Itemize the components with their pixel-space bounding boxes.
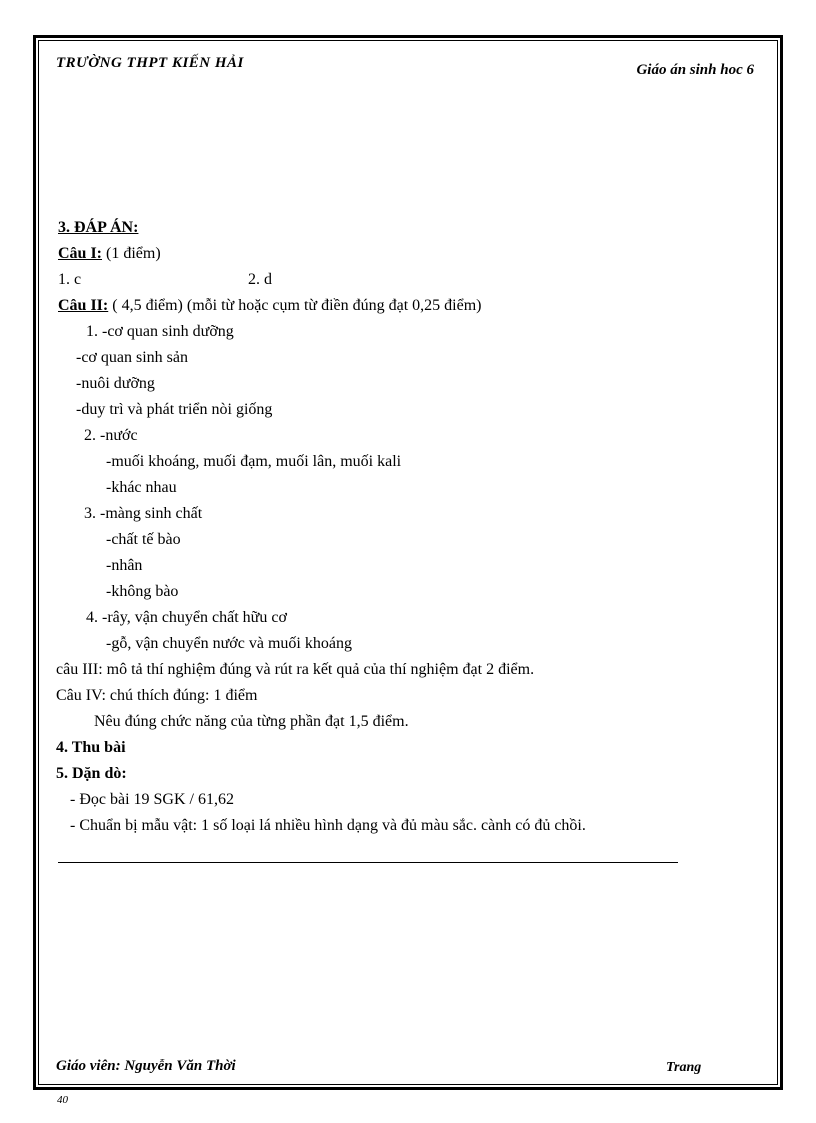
separator-line bbox=[58, 862, 678, 863]
cau2-item: 1. -cơ quan sinh dưỡng bbox=[86, 323, 234, 340]
cau2-line bbox=[58, 296, 482, 316]
cau2-item: -muối khoáng, muối đạm, muối lân, muối kali bbox=[106, 453, 402, 470]
cau2-item: 3. -màng sinh chất bbox=[84, 505, 203, 522]
subject-title: Giáo án sinh hoc 6 bbox=[636, 62, 754, 78]
homework-item: - Chuẩn bị mẫu vật: 1 số loại lá nhiều hình dạng và đủ màu sắc. cành có đủ chồi. bbox=[70, 817, 586, 834]
cau2-item: 4. -rây, vận chuyển chất hữu cơ bbox=[86, 609, 287, 626]
cau2-item: -cơ quan sinh sản bbox=[76, 349, 188, 366]
cau2-item: -nuôi dưỡng bbox=[76, 375, 155, 392]
cau1-answer-1: 1. c bbox=[58, 271, 82, 288]
cau1-points: (1 điểm) bbox=[102, 245, 161, 262]
cau4-line: Câu IV: chú thích đúng: 1 điểm bbox=[56, 687, 258, 704]
section-5-title: 5. Dặn dò: bbox=[56, 765, 127, 782]
section-4-title: 4. Thu bài bbox=[56, 739, 126, 756]
cau2-item: -khác nhau bbox=[106, 479, 177, 496]
cau2-item: 2. -nước bbox=[84, 427, 138, 444]
homework-item: - Đọc bài 19 SGK / 61,62 bbox=[70, 791, 234, 808]
cau1-answer-2: 2. d bbox=[248, 271, 272, 288]
cau1-label: Câu I: bbox=[58, 245, 103, 262]
page-label: Trang bbox=[666, 1060, 702, 1075]
school-name: TRƯỜNG THPT KIẾN HẢI bbox=[56, 55, 244, 71]
cau2-points: ( 4,5 điểm) (mỗi từ hoặc cụm từ điền đúng đạt 0,25 điểm) bbox=[108, 297, 482, 314]
cau2-label: Câu II: bbox=[58, 297, 109, 314]
cau1-line bbox=[58, 244, 161, 264]
cau2-item: -duy trì và phát triển nòi giống bbox=[76, 401, 273, 418]
cau3-line: câu III: mô tả thí nghiệm đúng và rút ra kết quả của thí nghiệm đạt 2 điểm. bbox=[56, 661, 535, 678]
cau2-item: -chất tế bào bbox=[106, 531, 181, 548]
page-number: 40 bbox=[57, 1094, 68, 1106]
cau2-item: -nhân bbox=[106, 557, 143, 574]
section-3-title: 3. ĐÁP ÁN: bbox=[58, 219, 139, 236]
cau4-detail: Nêu đúng chức năng của từng phần đạt 1,5 điểm. bbox=[94, 713, 409, 730]
cau2-item: -không bào bbox=[106, 583, 179, 600]
cau2-item: -gỗ, vận chuyển nước và muối khoáng bbox=[106, 635, 352, 652]
teacher-name: Giáo viên: Nguyễn Văn Thời bbox=[56, 1058, 236, 1074]
page-border-inner bbox=[38, 40, 778, 1085]
